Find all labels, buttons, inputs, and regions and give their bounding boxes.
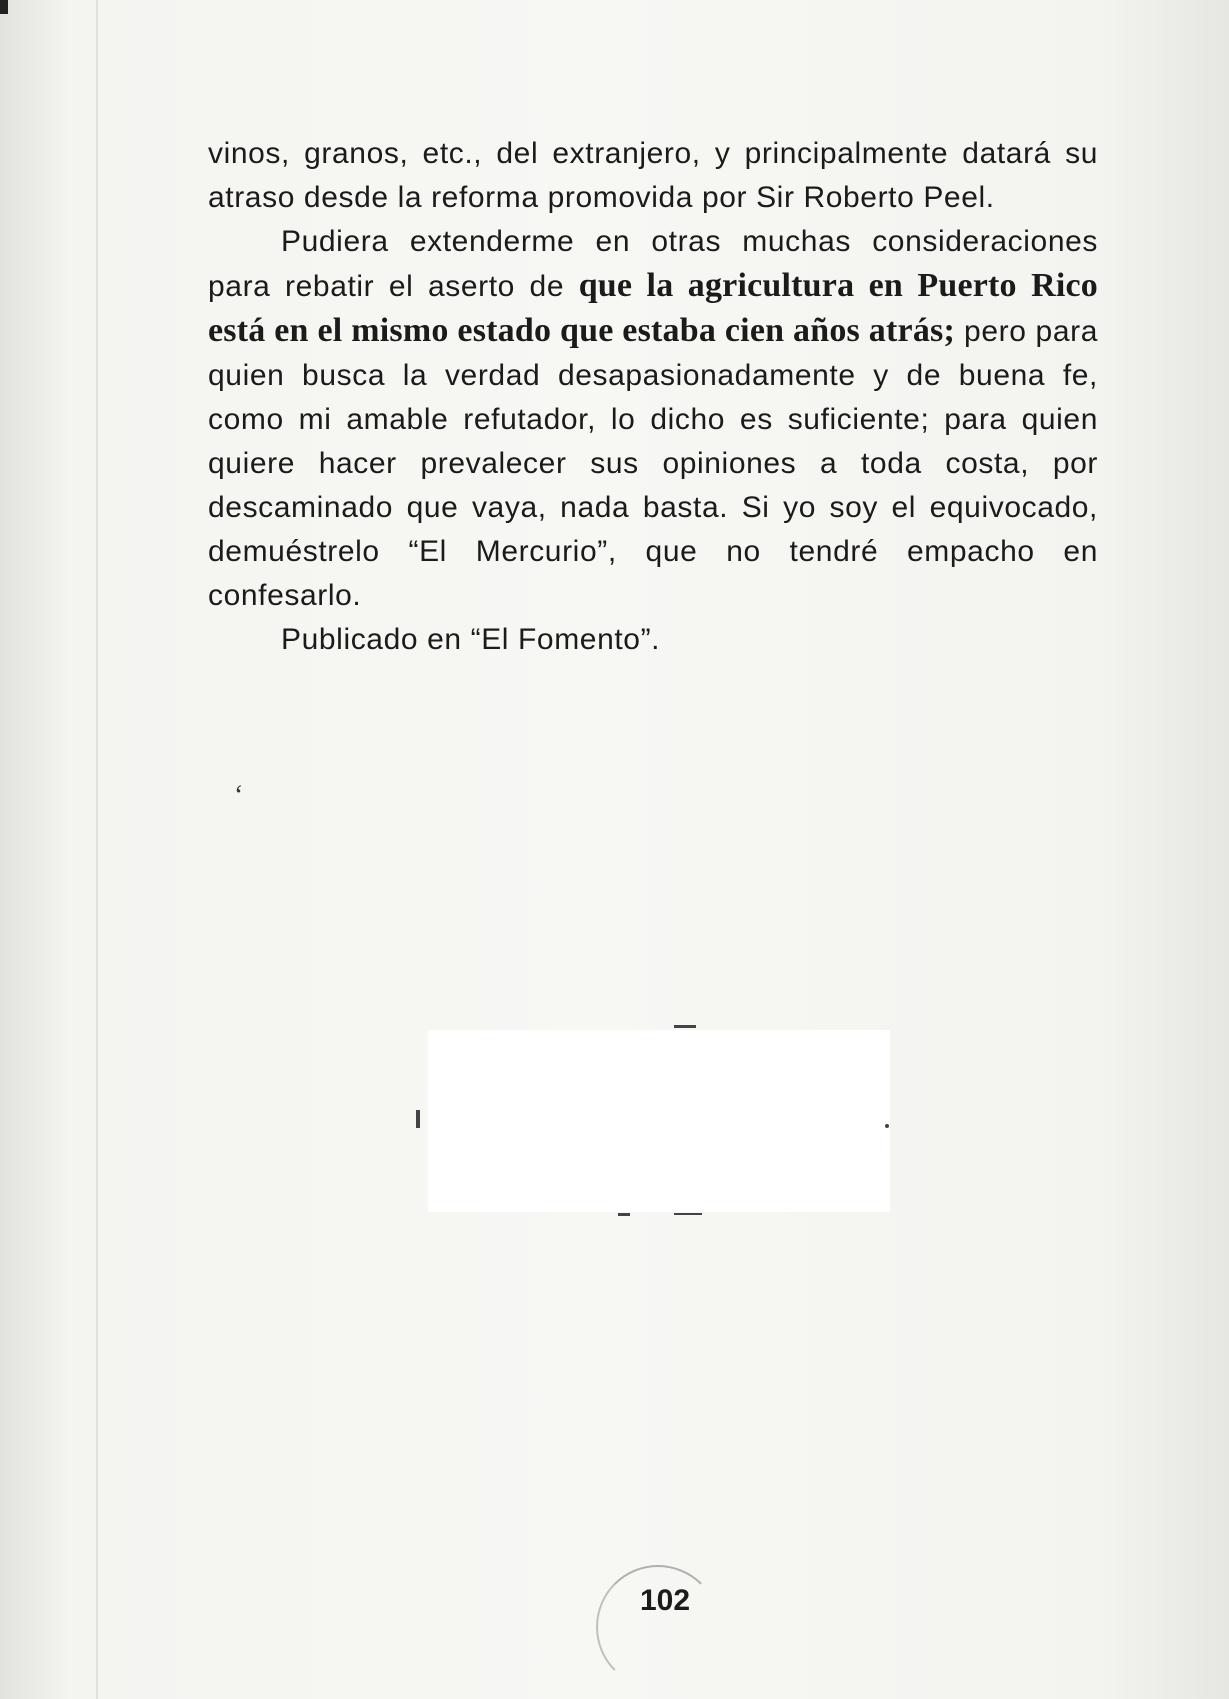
stray-mark-left <box>416 1110 420 1128</box>
body-text <box>208 132 1098 662</box>
stray-dot-right <box>885 1124 889 1128</box>
stray-ink-mark: ‘ <box>234 780 244 811</box>
page-fold-shadow <box>96 0 98 1699</box>
paragraph-1: vinos, granos, etc., del extranjero, y principalmente datará su atraso desde la reforma promovida por Sir Roberto Peel. <box>208 137 1098 214</box>
stray-dash-top <box>674 1025 696 1028</box>
paragraph-2-end: pero para quien busca la verdad desapasionadamente y de buena fe, como mi amable refutador, lo dicho es suficiente; para quien quiere hacer prevalecer sus opiniones a toda costa, por descaminado que vaya, nada basta. Si yo soy el equivocado, demuéstrelo “El Mercurio”, que no tendré empacho en confesarlo. <box>208 315 1098 612</box>
paragraph-3: Publicado en “El Fomento”. <box>281 623 661 656</box>
scan-edge-mark <box>0 0 8 14</box>
stray-dash-bottom-1 <box>618 1213 630 1216</box>
whiteout-patch <box>428 1030 890 1212</box>
paragraph-2-start: Pudiera extenderme en otras muchas consideraciones para rebatir el aserto de <box>208 225 1098 303</box>
page-number: 102 <box>640 1584 691 1617</box>
paragraph-2 <box>208 220 1098 618</box>
stray-dash-bottom-2 <box>674 1213 702 1215</box>
paragraph-2-quote: que la agricultura en Puerto Rico está en el mismo estado que estaba cien años atrás; <box>208 267 1098 349</box>
